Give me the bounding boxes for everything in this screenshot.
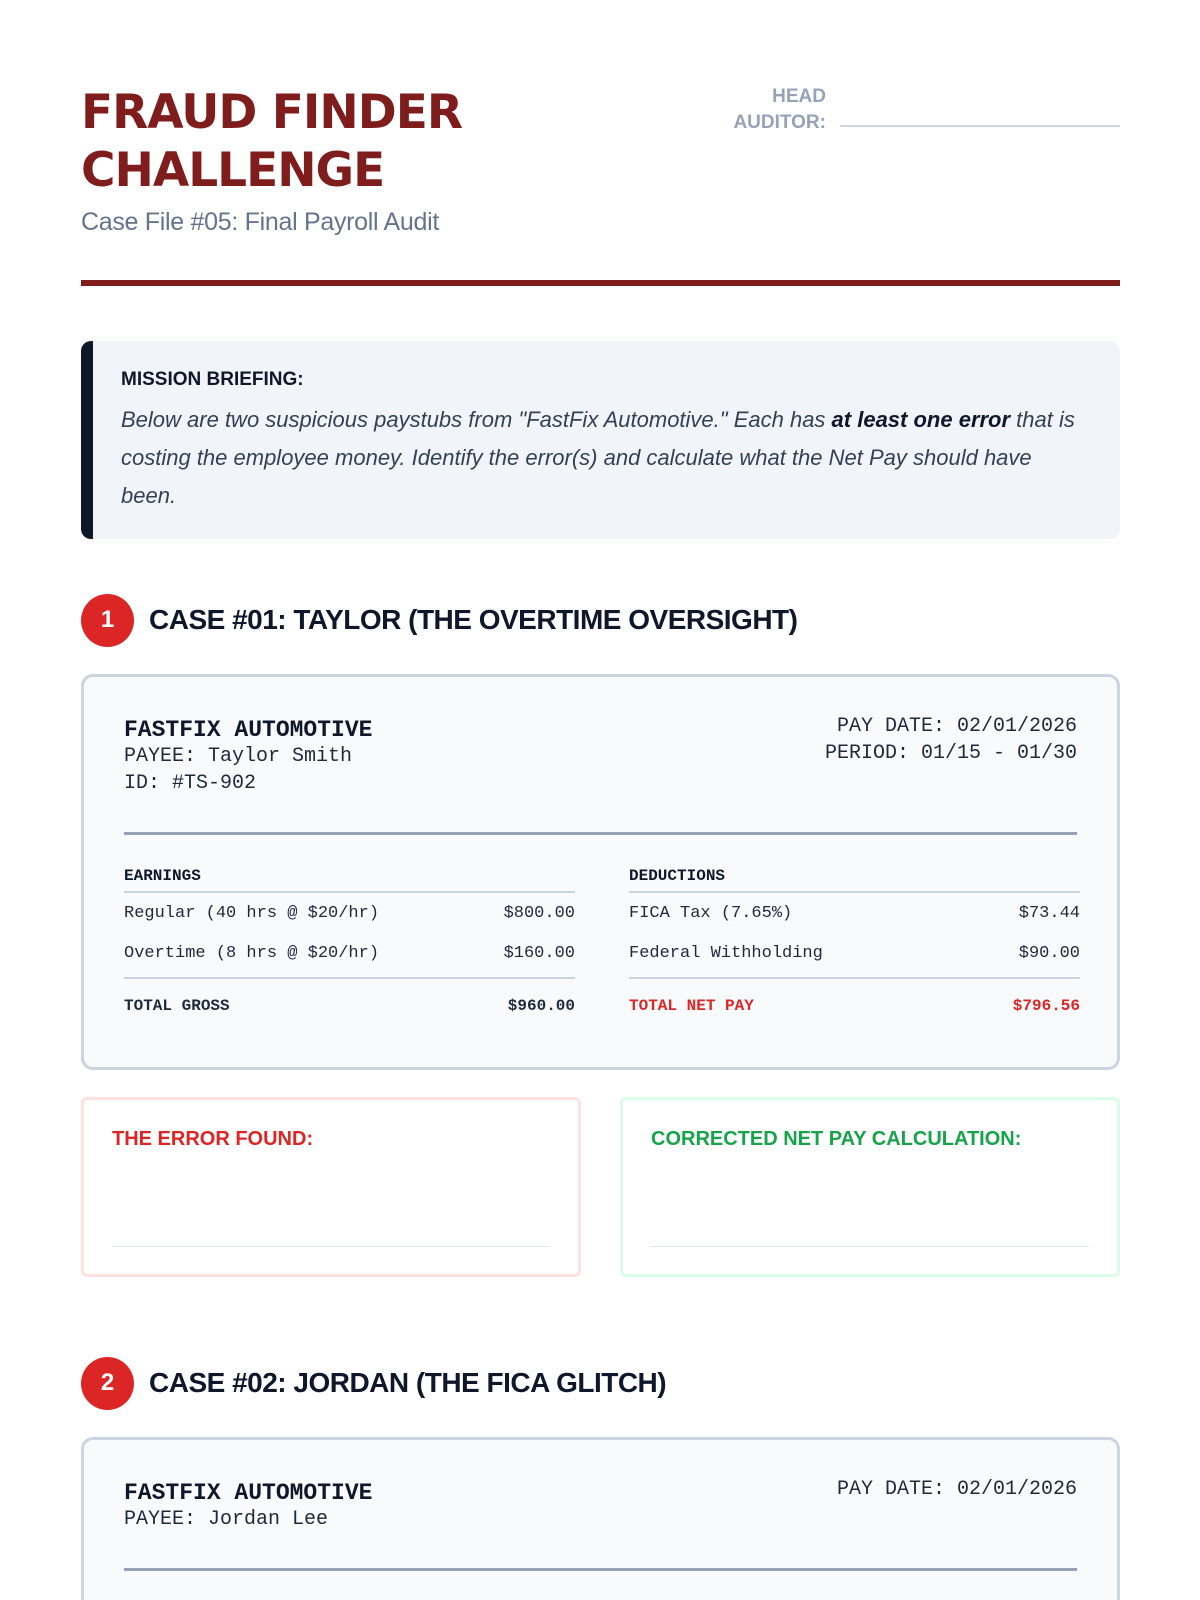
earnings-column bbox=[124, 865, 575, 1031]
earnings-label: Overtime (8 hrs @ $20/hr) bbox=[124, 943, 380, 963]
pay-info bbox=[825, 713, 1077, 767]
deduction-amount: $73.44 bbox=[1018, 903, 1080, 923]
case-2-heading bbox=[81, 1356, 1120, 1410]
case-number-badge: 1 bbox=[81, 594, 134, 647]
pay-date: PAY DATE: 02/01/2026 bbox=[836, 1478, 1077, 1501]
briefing-text-part-1: Below are two suspicious paystubs from "FastFix Automotive." Each has bbox=[121, 407, 832, 432]
error-found-label: THE ERROR FOUND: bbox=[112, 1128, 314, 1150]
paystub-header bbox=[124, 717, 1077, 797]
case-number-badge: 2 bbox=[81, 1357, 134, 1410]
title-line-1: FRAUD FINDER bbox=[81, 85, 463, 140]
deduction-label: FICA Tax (7.65%) bbox=[629, 903, 793, 923]
earnings-header: EARNINGS bbox=[124, 865, 575, 893]
deductions-column bbox=[629, 865, 1080, 1031]
net-pay-amount: $796.56 bbox=[1012, 997, 1080, 1015]
page-subtitle: Case File #05: Final Payroll Audit bbox=[81, 208, 440, 236]
pay-period: PERIOD: 01/15 - 01/30 bbox=[824, 742, 1077, 765]
deduction-row bbox=[629, 933, 1080, 973]
briefing-text-emphasis: at least one error bbox=[831, 407, 1011, 432]
earnings-row bbox=[124, 933, 575, 973]
head-auditor-field bbox=[730, 84, 1120, 134]
payee: PAYEE: Jordan Lee bbox=[124, 1508, 329, 1531]
page-header bbox=[81, 84, 1120, 284]
briefing-label: MISSION BRIEFING: bbox=[121, 369, 304, 390]
briefing-text bbox=[121, 401, 1092, 515]
error-answer-line[interactable] bbox=[112, 1246, 550, 1247]
title-line-2: CHALLENGE bbox=[81, 143, 385, 198]
employee-id: ID: #TS-902 bbox=[124, 772, 257, 795]
auditor-label-line-1: HEAD bbox=[772, 86, 826, 107]
payee: PAYEE: Taylor Smith bbox=[124, 745, 353, 768]
head-auditor-input-line[interactable] bbox=[840, 125, 1120, 127]
total-gross-amount: $960.00 bbox=[507, 997, 575, 1015]
deduction-amount: $90.00 bbox=[1018, 943, 1080, 963]
case-title: CASE #02: JORDAN (THE FICA GLITCH) bbox=[149, 1367, 667, 1398]
header-divider bbox=[81, 280, 1120, 286]
case-1-heading bbox=[81, 593, 1120, 647]
corrected-answer-line[interactable] bbox=[651, 1246, 1089, 1247]
paystub-header bbox=[124, 1480, 1077, 1533]
deduction-row bbox=[629, 893, 1080, 933]
total-gross-label: TOTAL GROSS bbox=[124, 997, 230, 1015]
deductions-header: DEDUCTIONS bbox=[629, 865, 1080, 893]
pay-info bbox=[837, 1476, 1077, 1503]
paystub-case-2 bbox=[81, 1437, 1120, 1600]
paystub-divider bbox=[124, 1568, 1077, 1571]
pay-date: PAY DATE: 02/01/2026 bbox=[836, 715, 1077, 738]
error-found-box[interactable] bbox=[81, 1097, 581, 1277]
total-gross-row bbox=[124, 977, 575, 1031]
net-pay-label: TOTAL NET PAY bbox=[629, 997, 754, 1015]
earnings-amount: $160.00 bbox=[503, 943, 575, 963]
mission-briefing bbox=[81, 341, 1120, 539]
earnings-row bbox=[124, 893, 575, 933]
auditor-label-line-2: AUDITOR: bbox=[733, 112, 826, 133]
company-name: FASTFIX AUTOMOTIVE bbox=[124, 717, 373, 743]
case-title: CASE #01: TAYLOR (THE OVERTIME OVERSIGHT) bbox=[149, 604, 798, 635]
paystub-case-1 bbox=[81, 674, 1120, 1070]
earnings-amount: $800.00 bbox=[503, 903, 575, 923]
earnings-label: Regular (40 hrs @ $20/hr) bbox=[124, 903, 380, 923]
company-name: FASTFIX AUTOMOTIVE bbox=[124, 1480, 373, 1506]
corrected-net-pay-label: CORRECTED NET PAY CALCULATION: bbox=[651, 1128, 1022, 1150]
net-pay-row bbox=[629, 977, 1080, 1031]
briefing-text-part-2: that is costing the employee money. Identify the error(s) and calculate what the Net Pay should have been. bbox=[121, 407, 1075, 508]
paystub-divider bbox=[124, 832, 1077, 835]
corrected-net-pay-box[interactable] bbox=[620, 1097, 1120, 1277]
deduction-label: Federal Withholding bbox=[629, 943, 823, 963]
head-auditor-label bbox=[730, 84, 826, 136]
